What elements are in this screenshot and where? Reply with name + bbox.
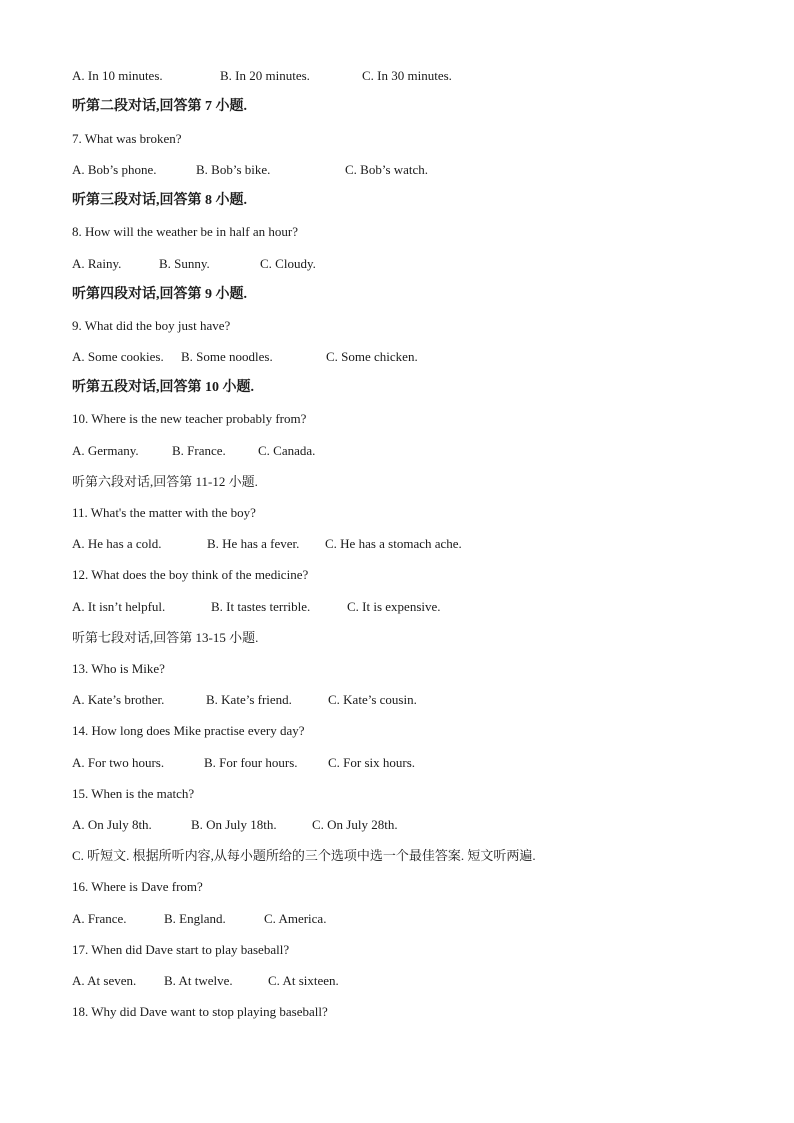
option-a: A. On July 8th. [72,817,152,832]
option-a: A. France. [72,911,127,926]
option-a: A. Kate’s brother. [72,692,165,707]
option-a: A. He has a cold. [72,536,162,551]
option-c: C. Cloudy. [260,256,316,271]
question-text: 8. How will the weather be in half an hour? [72,224,298,239]
option-b: B. France. [172,443,226,458]
option-a: A. Rainy. [72,256,122,271]
option-c: C. Kate’s cousin. [328,692,417,707]
option-c: C. America. [264,911,327,926]
question-text: 17. When did Dave start to play baseball? [72,942,290,957]
option-c: C. Some chicken. [326,349,418,364]
option-c: C. For six hours. [328,755,416,770]
section-heading: 听第七段对话,回答第 13-15 小题. [72,630,259,645]
option-b: B. Some noodles. [181,349,273,364]
option-b: B. At twelve. [164,973,233,988]
option-c: C. He has a stomach ache. [325,536,462,551]
option-a: A. At seven. [72,973,137,988]
question-text: 10. Where is the new teacher probably from? [72,411,307,426]
option-b: B. On July 18th. [191,817,277,832]
option-b: B. It tastes terrible. [211,599,311,614]
section-heading: 听第四段对话,回答第 9 小题. [72,287,247,302]
section-heading: C. 听短文. 根据所听内容,从每小题所给的三个选项中选一个最佳答案. 短文听两遍. [72,848,536,863]
question-text: 9. What did the boy just have? [72,318,231,333]
option-c: C. It is expensive. [347,599,441,614]
option-c: C. In 30 minutes. [362,68,452,83]
option-b: B. Bob’s bike. [196,162,271,177]
option-b: B. He has a fever. [207,536,300,551]
option-b: B. Kate’s friend. [206,692,292,707]
option-b: B. Sunny. [159,256,210,271]
question-text: 14. How long does Mike practise every day? [72,723,305,738]
question-text: 7. What was broken? [72,131,182,146]
option-c: C. At sixteen. [268,973,339,988]
option-c: C. On July 28th. [312,817,398,832]
option-b: B. England. [164,911,226,926]
option-a: A. For two hours. [72,755,165,770]
option-a: A. Bob’s phone. [72,162,157,177]
section-heading: 听第三段对话,回答第 8 小题. [72,193,247,208]
option-b: B. For four hours. [204,755,298,770]
option-b: B. In 20 minutes. [220,68,310,83]
question-text: 16. Where is Dave from? [72,879,203,894]
section-heading: 听第六段对话,回答第 11-12 小题. [72,474,258,489]
question-text: 18. Why did Dave want to stop playing baseball? [72,1004,328,1019]
option-a: A. It isn’t helpful. [72,599,166,614]
section-heading: 听第二段对话,回答第 7 小题. [72,99,247,114]
question-text: 11. What's the matter with the boy? [72,505,256,520]
option-c: C. Bob’s watch. [345,162,429,177]
question-text: 13. Who is Mike? [72,661,165,676]
question-text: 15. When is the match? [72,786,195,801]
section-heading: 听第五段对话,回答第 10 小题. [72,380,254,395]
option-a: A. Germany. [72,443,139,458]
option-a: A. Some cookies. [72,349,164,364]
option-a: A. In 10 minutes. [72,68,163,83]
question-text: 12. What does the boy think of the medicine? [72,567,309,582]
option-c: C. Canada. [258,443,316,458]
